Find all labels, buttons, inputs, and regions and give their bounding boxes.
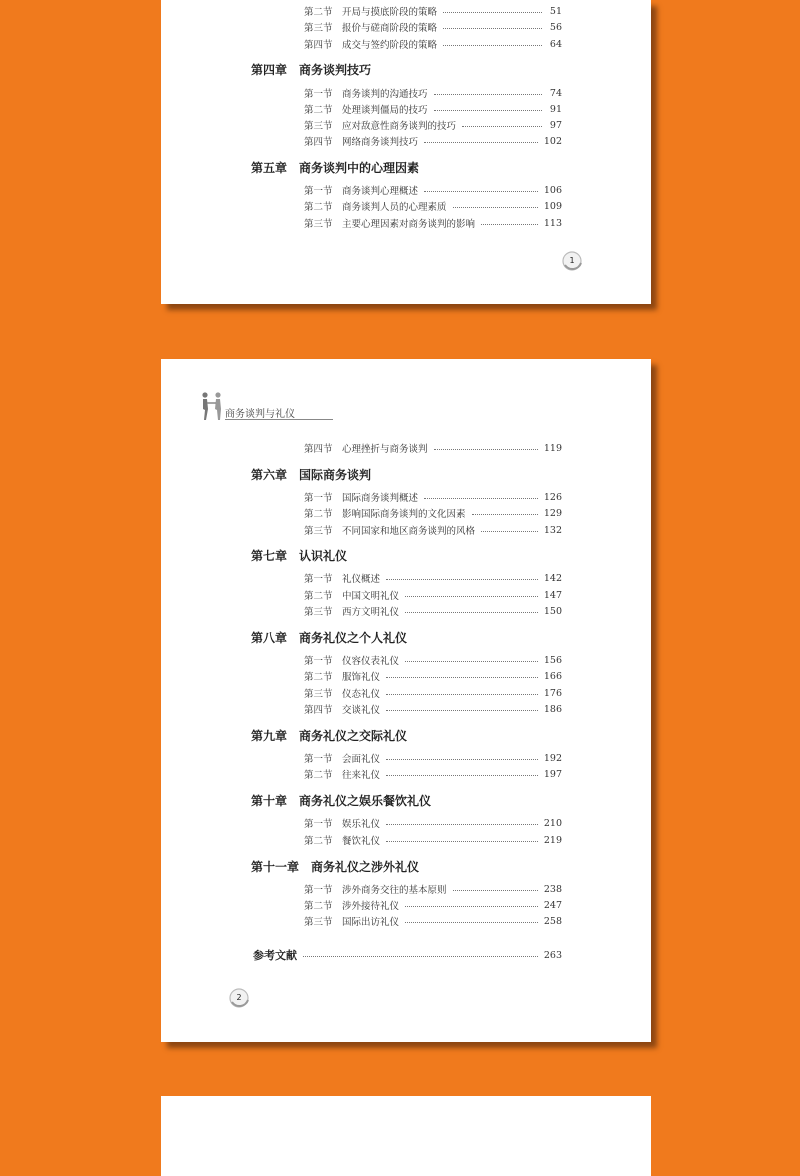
dot-leader <box>453 890 538 891</box>
toc-entry[interactable]: 第一节 涉外商务交往的基本原则 238 <box>304 883 562 896</box>
dot-leader <box>462 126 542 127</box>
dot-leader <box>386 579 538 580</box>
toc-entry[interactable]: 第二节 服饰礼仪 166 <box>304 670 562 683</box>
dot-leader <box>424 142 538 143</box>
toc-entry[interactable]: 第四节 成交与签约阶段的策略 64 <box>304 38 562 51</box>
dot-leader <box>424 498 538 499</box>
toc-entry[interactable]: 第二节 涉外接待礼仪 247 <box>304 899 562 912</box>
toc-page-2 <box>161 359 651 1042</box>
toc-entry[interactable]: 第二节 中国文明礼仪 147 <box>304 589 562 602</box>
toc-entry[interactable]: 第二节 开局与摸底阶段的策略 51 <box>304 5 562 18</box>
dot-leader <box>386 710 538 711</box>
toc-entry[interactable]: 第二节 商务谈判人员的心理素质 109 <box>304 200 562 213</box>
header-rule <box>225 419 333 420</box>
chapter-heading[interactable]: 第八章 商务礼仪之个人礼仪 <box>251 631 408 645</box>
dot-leader <box>434 110 542 111</box>
references-entry[interactable]: 参考文献 263 <box>253 949 562 962</box>
toc-entry[interactable]: 第一节 仪容仪表礼仪 156 <box>304 654 562 667</box>
toc-entry[interactable]: 第一节 娱乐礼仪 210 <box>304 817 562 830</box>
dot-leader <box>303 956 538 957</box>
dot-leader <box>443 45 542 46</box>
dot-leader <box>386 841 538 842</box>
dot-leader <box>405 661 538 662</box>
toc-entry[interactable]: 第三节 应对敌意性商务谈判的技巧 97 <box>304 119 562 132</box>
dot-leader <box>443 28 542 29</box>
toc-entry[interactable]: 第四节 交谈礼仪 186 <box>304 703 562 716</box>
running-header <box>199 391 339 421</box>
dot-leader <box>386 677 538 678</box>
dot-leader <box>405 596 538 597</box>
toc-entry[interactable]: 第三节 主要心理因素对商务谈判的影响 113 <box>304 217 562 230</box>
page-number: 2 <box>236 993 242 1002</box>
toc-entry[interactable]: 第二节 处理谈判僵局的技巧 91 <box>304 103 562 116</box>
dot-leader <box>434 449 538 450</box>
dot-leader <box>405 906 538 907</box>
book-title: 商务谈判与礼仪 <box>225 409 295 420</box>
toc-entry[interactable]: 第一节 国际商务谈判概述 126 <box>304 491 562 504</box>
dot-leader <box>405 922 538 923</box>
page-number-badge <box>562 251 582 271</box>
toc-entry[interactable]: 第一节 会面礼仪 192 <box>304 752 562 765</box>
dot-leader <box>386 759 538 760</box>
toc-entry[interactable]: 第三节 仪态礼仪 176 <box>304 687 562 700</box>
toc-page-3 <box>161 1096 651 1176</box>
dot-leader <box>443 12 542 13</box>
toc-entry[interactable]: 第三节 西方文明礼仪 150 <box>304 605 562 618</box>
page-number: 1 <box>569 256 575 265</box>
dot-leader <box>434 94 542 95</box>
dot-leader <box>481 531 538 532</box>
dot-leader <box>386 824 538 825</box>
chapter-heading[interactable]: 第六章 国际商务谈判 <box>251 468 372 482</box>
toc-entry[interactable]: 第一节 礼仪概述 142 <box>304 572 562 585</box>
dot-leader <box>386 775 538 776</box>
dot-leader <box>472 514 538 515</box>
two-people-handshake-icon <box>199 391 225 421</box>
chapter-heading[interactable]: 第七章 认识礼仪 <box>251 549 348 563</box>
toc-entry[interactable]: 第一节 商务谈判的沟通技巧 74 <box>304 87 562 100</box>
toc-entry[interactable]: 第四节 网络商务谈判技巧 102 <box>304 135 562 148</box>
chapter-heading[interactable]: 第五章 商务谈判中的心理因素 <box>251 161 420 175</box>
toc-entry[interactable]: 第二节 影响国际商务谈判的文化因素 129 <box>304 507 562 520</box>
toc-entry[interactable]: 第三节 不同国家和地区商务谈判的风格 132 <box>304 524 562 537</box>
toc-page-1 <box>161 0 651 304</box>
toc-entry[interactable]: 第三节 报价与磋商阶段的策略 56 <box>304 21 562 34</box>
toc-entry[interactable]: 第二节 餐饮礼仪 219 <box>304 834 562 847</box>
toc-entry[interactable]: 第四节 心理挫折与商务谈判 119 <box>304 442 562 455</box>
chapter-heading[interactable]: 第十一章 商务礼仪之涉外礼仪 <box>251 860 420 874</box>
chapter-heading[interactable]: 第九章 商务礼仪之交际礼仪 <box>251 729 408 743</box>
dot-leader <box>386 694 538 695</box>
dot-leader <box>405 612 538 613</box>
dot-leader <box>424 191 538 192</box>
chapter-heading[interactable]: 第四章 商务谈判技巧 <box>251 63 372 77</box>
toc-entry[interactable]: 第三节 国际出访礼仪 258 <box>304 915 562 928</box>
dot-leader <box>481 224 538 225</box>
toc-entry[interactable]: 第二节 往来礼仪 197 <box>304 768 562 781</box>
toc-entry[interactable]: 第一节 商务谈判心理概述 106 <box>304 184 562 197</box>
dot-leader <box>453 207 538 208</box>
chapter-heading[interactable]: 第十章 商务礼仪之娱乐餐饮礼仪 <box>251 794 432 808</box>
page-number-badge <box>229 988 249 1008</box>
